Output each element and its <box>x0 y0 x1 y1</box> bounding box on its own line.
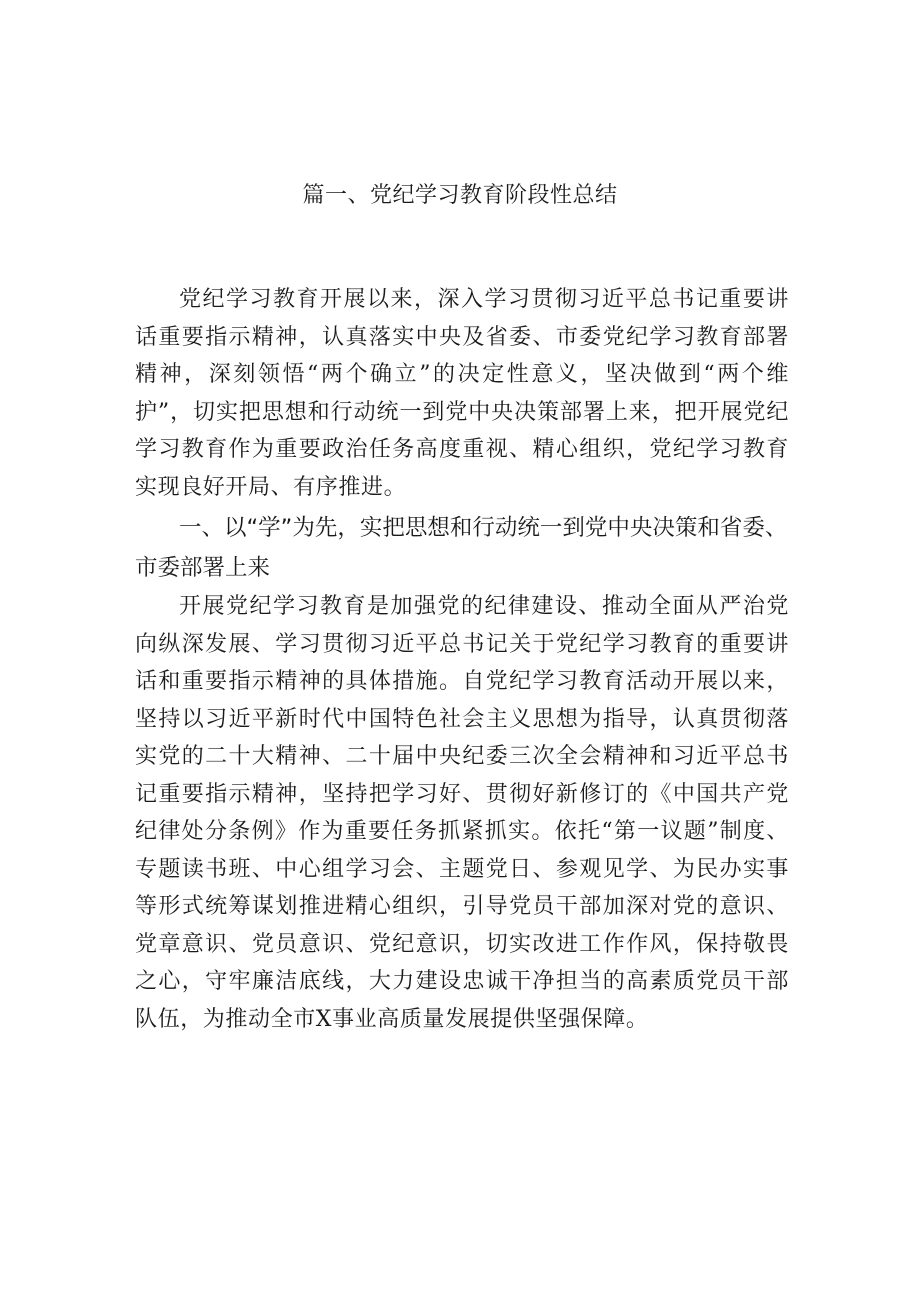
document-body <box>135 281 789 1038</box>
section-1-heading: 一、以“学”为先，实把思想和行动统一到党中央决策和省委、市委部署上来 <box>135 515 788 581</box>
section-1-paragraph: 开展党纪学习教育是加强党的纪律建设、推动全面从严治党向纵深发展、学习贯彻习近平总书记关于党纪学习教育的重要讲话和重要指示精神的具体措施。自党纪学习教育活动开展以来，坚持以习近平新时代中国特色社会主义思想为指导，认真贯彻落实党的二十大精神、二十届中央纪委三次全会精神和习近平总书记重要指示精神，坚持把学习好、贯彻好新修订的《中国共产党纪律处分条例》作为重要任务抓紧抓实。依托“第一议题”制度、专题读书班、中心组学习会、主题党日、参观见学、为民办实事等形式统筹谋划推进精心组织，引导党员干部加深对党的意识、党章意识、党员意识、党纪意识，切实改进工作作风，保持敬畏之心，守牢廉洁底线，大力建设忠诚干净担当的高素质党员干部队伍，为推动全市X事业高质量发展提供坚强保障。 <box>135 594 789 1032</box>
intro-paragraph: 党纪学习教育开展以来，深入学习贯彻习近平总书记重要讲话重要指示精神，认真落实中央及省委、市委党纪学习教育部署精神，深刻领悟“两个确立”的决定性意义，坚决做到“两个维护”，切实把思想和行动统一到党中央决策部署上来，把开展党纪学习教育作为重要政治任务高度重视、精心组织，党纪学习教育实现良好开局、有序推进。 <box>135 287 789 500</box>
document-title: 篇一、党纪学习教育阶段性总结 <box>302 183 618 208</box>
